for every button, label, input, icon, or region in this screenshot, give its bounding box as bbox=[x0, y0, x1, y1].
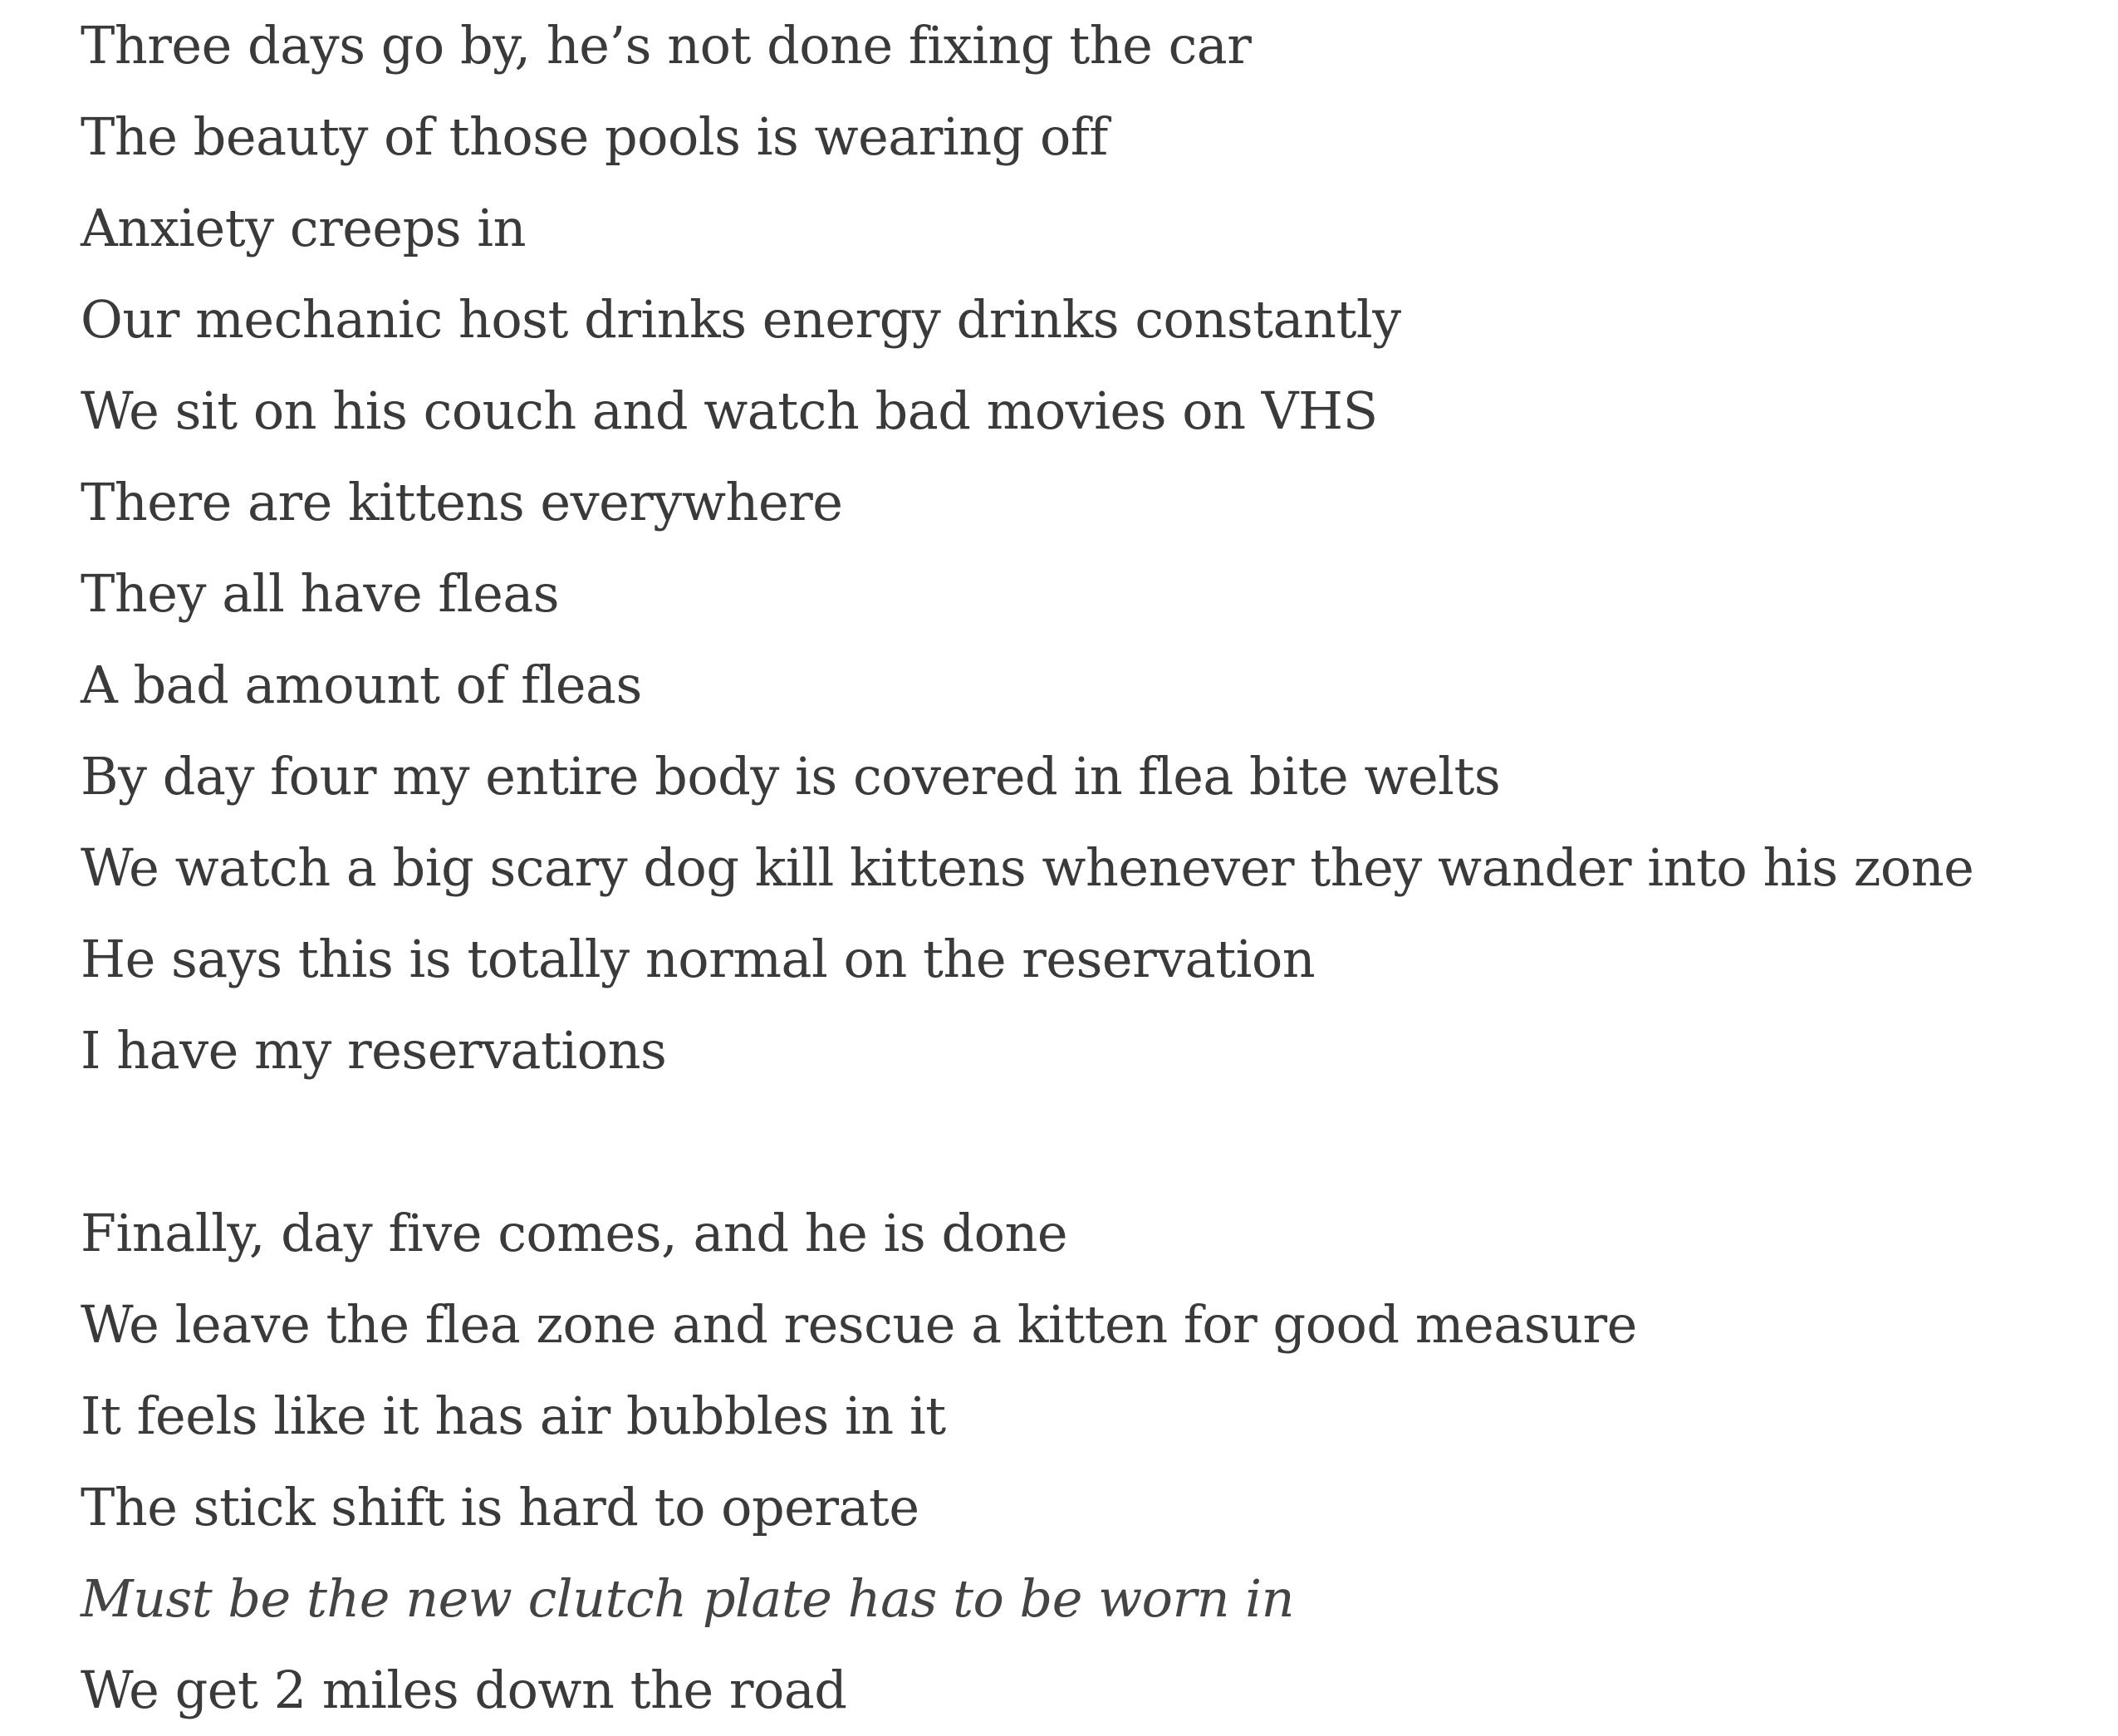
poem-line: We sit on his couch and watch bad movies on VHS bbox=[81, 380, 1378, 441]
poem-line: Our mechanic host drinks energy drinks constantly bbox=[81, 289, 1401, 350]
poem-line: There are kittens everywhere bbox=[81, 472, 843, 532]
poem-line: The beauty of those pools is wearing off bbox=[81, 106, 1108, 167]
stanza-1 bbox=[81, 0, 2074, 1096]
poem-line: He says this is totally normal on the reservation bbox=[81, 929, 1316, 989]
stanza-2 bbox=[81, 1188, 2074, 1720]
poem-line: Finally, day five comes, and he is done bbox=[81, 1203, 1068, 1263]
poem-line: It feels like it has air bubbles in it bbox=[81, 1385, 946, 1446]
poem-line-cut-off: We get 2 miles down the road bbox=[81, 1660, 847, 1720]
poem-line: The stick shift is hard to operate bbox=[81, 1477, 919, 1537]
poem-text bbox=[81, 0, 2074, 1720]
poem-line: Three days go by, he’s not done fixing the car bbox=[81, 15, 1252, 76]
poem-line: We watch a big scary dog kill kittens whenever they wander into his zone bbox=[81, 837, 1974, 898]
poem-line-italic: Must be the new clutch plate has to be worn in bbox=[81, 1568, 1295, 1629]
poem-line: They all have fleas bbox=[81, 563, 560, 624]
stanza-break bbox=[81, 1096, 2074, 1188]
poem-line: I have my reservations bbox=[81, 1020, 667, 1081]
poem-line: We leave the flea zone and rescue a kitten for good measure bbox=[81, 1294, 1637, 1355]
poem-line: Anxiety creeps in bbox=[81, 198, 527, 258]
poem-line: A bad amount of fleas bbox=[81, 655, 642, 715]
poem-line: By day four my entire body is covered in flea bite welts bbox=[81, 746, 1501, 807]
